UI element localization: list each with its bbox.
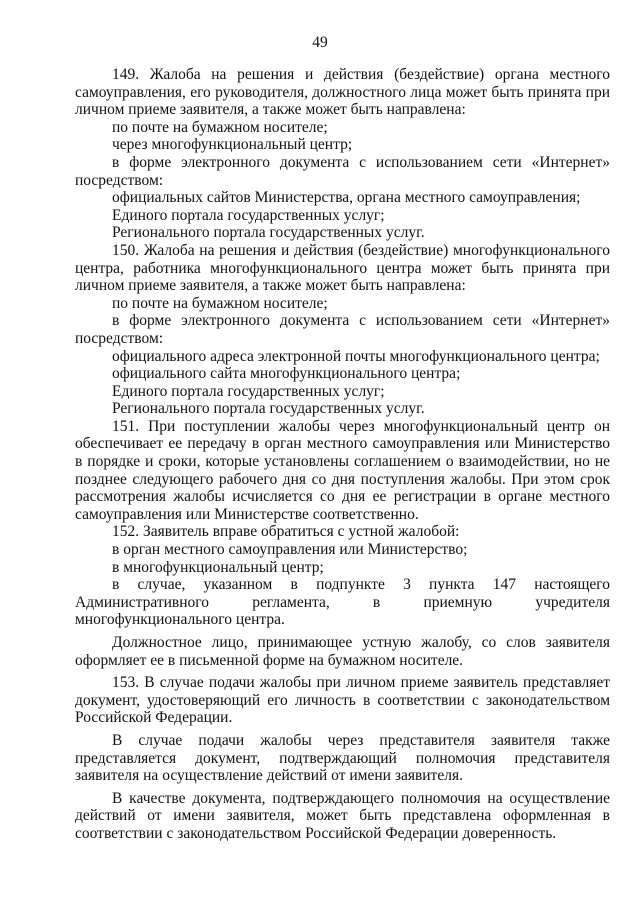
paragraph-150: 150. Жалоба на решения и действия (бездействие) многофункционального центра, работника многофункционального центра может быть принята при личном приеме заявителя, а также может быть направлена: bbox=[75, 241, 610, 295]
list-item: Единого портала государственных услуг; bbox=[112, 382, 385, 400]
page-number: 49 bbox=[312, 34, 328, 51]
list-item: в орган местного самоуправления или Министерство; bbox=[112, 541, 468, 559]
document-body bbox=[75, 66, 610, 843]
list-item: по почте на бумажном носителе; bbox=[112, 118, 328, 136]
paragraph-power-of-attorney: В качестве документа, подтверждающего полномочия на осуществление действий от имени заявителя, может быть представлена оформленная в соответствии с законодательством Российской Федерации доверенность. bbox=[75, 789, 610, 842]
list-item: официальных сайтов Министерства, органа местного самоуправления; bbox=[112, 189, 581, 207]
paragraph-oral-complaint: Должностное лицо, принимающее устную жалобу, со слов заявителя оформляет ее в письменной форме на бумажном носителе. bbox=[75, 634, 610, 669]
list-item: в многофункциональный центр; bbox=[112, 558, 324, 576]
list-item: в форме электронного документа с использованием сети «Интернет» посредством: bbox=[75, 312, 610, 347]
paragraph-152: 152. Заявитель вправе обратиться с устной жалобой: bbox=[112, 523, 460, 541]
list-item: официального адреса электронной почты многофункционального центра; bbox=[112, 347, 600, 365]
list-item: Регионального портала государственных услуг. bbox=[112, 224, 425, 242]
list-item: Единого портала государственных услуг; bbox=[112, 206, 385, 224]
paragraph-149: 149. Жалоба на решения и действия (бездействие) органа местного самоуправления, его руководителя, должностного лица может быть принята при личном приеме заявителя, а также может быть направлена: bbox=[75, 66, 610, 119]
list-item: по почте на бумажном носителе; bbox=[112, 294, 328, 312]
list-item: через многофункциональный центр; bbox=[112, 136, 353, 154]
paragraph-151: 151. При поступлении жалобы через многофункциональный центр он обеспечивает ее передачу в орган местного самоуправления или Министерство в порядке и сроки, которые установлены соглашением о взаимодействии, но не позднее следующего рабочего дня со дня поступления жалобы. При этом срок рассмотрения жалобы исчисляется со дня ее регистрации в органе местного самоуправления или Министерстве соответственно. bbox=[75, 417, 610, 523]
list-item: в форме электронного документа с использованием сети «Интернет» посредством: bbox=[75, 153, 610, 189]
list-item: в случае, указанном в подпункте 3 пункта 147 настоящего Административного регламента, в приемную учредителя многофункционального центра. bbox=[75, 576, 610, 629]
paragraph-representative: В случае подачи жалобы через представителя заявителя также представляется документ, подтверждающий полномочия представителя заявителя на осуществление действий от имени заявителя. bbox=[75, 731, 610, 785]
list-item: официального сайта многофункционального центра; bbox=[112, 365, 461, 383]
list-item: Регионального портала государственных услуг. bbox=[112, 400, 425, 418]
paragraph-153: 153. В случае подачи жалобы при личном приеме заявитель представляет документ, удостоверяющий его личность в соответствии с законодательством Российской Федерации. bbox=[75, 674, 610, 727]
